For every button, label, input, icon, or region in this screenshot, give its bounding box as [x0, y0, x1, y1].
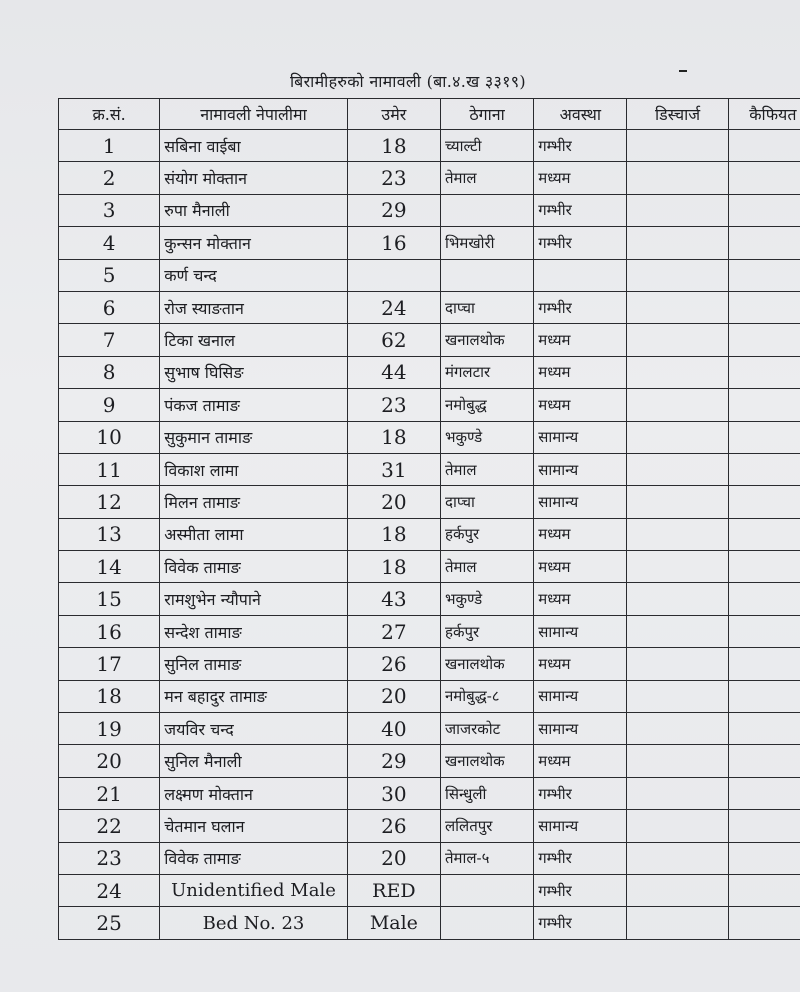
cell-patient-name: सुभाष घिसिङ [160, 356, 347, 388]
cell-address: दाप्चा [440, 291, 533, 323]
cell-serial-number: 13 [59, 518, 160, 550]
cell-serial-number: 12 [59, 486, 160, 518]
cell-serial-number: 10 [59, 421, 160, 453]
cell-age: 29 [347, 194, 440, 226]
cell-discharge [627, 615, 728, 647]
cell-serial-number: 20 [59, 745, 160, 777]
cell-address: च्याल्टी [440, 130, 533, 162]
table-row [59, 291, 800, 323]
cell-address: खनालथोक [440, 648, 533, 680]
cell-serial-number: 22 [59, 810, 160, 842]
cell-patient-name: पंकज तामाङ [160, 389, 347, 421]
cell-condition: सामान्य [534, 421, 627, 453]
table-row [59, 874, 800, 906]
table-row [59, 389, 800, 421]
cell-address: खनालथोक [440, 745, 533, 777]
cell-remarks [728, 518, 800, 550]
cell-discharge [627, 551, 728, 583]
cell-condition: सामान्य [534, 486, 627, 518]
cell-address [440, 874, 533, 906]
cell-patient-name: सुकुमान तामाङ [160, 421, 347, 453]
table-row [59, 583, 800, 615]
cell-age: 43 [347, 583, 440, 615]
cell-patient-name: संयोग मोक्तान [160, 162, 347, 194]
cell-condition: मध्यम [534, 551, 627, 583]
table-row [59, 130, 800, 162]
cell-serial-number: 16 [59, 615, 160, 647]
cell-address: नमोबुद्ध-८ [440, 680, 533, 712]
cell-address: ललितपुर [440, 810, 533, 842]
cell-address: नमोबुद्ध [440, 389, 533, 421]
cell-serial-number: 14 [59, 551, 160, 583]
cell-serial-number: 21 [59, 777, 160, 809]
cell-address: तेमाल-५ [440, 842, 533, 874]
cell-condition: गम्भीर [534, 907, 627, 939]
cell-age: 44 [347, 356, 440, 388]
cell-address: भकुण्डे [440, 583, 533, 615]
table-row [59, 486, 800, 518]
table-row [59, 227, 800, 259]
cell-serial-number: 11 [59, 453, 160, 485]
cell-remarks [728, 486, 800, 518]
table-row [59, 810, 800, 842]
cell-serial-number: 18 [59, 680, 160, 712]
cell-remarks [728, 810, 800, 842]
table-row [59, 713, 800, 745]
cell-serial-number: 3 [59, 194, 160, 226]
cell-serial-number: 23 [59, 842, 160, 874]
cell-patient-name: रामशुभेन न्यौपाने [160, 583, 347, 615]
cell-address: जाजरकोट [440, 713, 533, 745]
cell-address [440, 194, 533, 226]
pen-mark [679, 70, 687, 72]
cell-age: 20 [347, 486, 440, 518]
cell-age: 62 [347, 324, 440, 356]
cell-condition: मध्यम [534, 356, 627, 388]
patient-list-table [58, 98, 800, 940]
cell-condition: मध्यम [534, 583, 627, 615]
table-row [59, 907, 800, 939]
cell-condition: गम्भीर [534, 874, 627, 906]
cell-patient-name: लक्ष्मण मोक्तान [160, 777, 347, 809]
cell-discharge [627, 227, 728, 259]
cell-condition [534, 259, 627, 291]
header-address: ठेगाना [440, 99, 533, 130]
cell-serial-number: 1 [59, 130, 160, 162]
cell-patient-name: रुपा मैनाली [160, 194, 347, 226]
cell-age: 18 [347, 518, 440, 550]
cell-discharge [627, 389, 728, 421]
cell-serial-number: 24 [59, 874, 160, 906]
cell-age: 23 [347, 389, 440, 421]
cell-discharge [627, 583, 728, 615]
cell-discharge [627, 291, 728, 323]
cell-remarks [728, 842, 800, 874]
table-row [59, 259, 800, 291]
cell-condition: सामान्य [534, 453, 627, 485]
cell-patient-name: जयविर चन्द [160, 713, 347, 745]
cell-serial-number: 17 [59, 648, 160, 680]
table-row [59, 194, 800, 226]
cell-patient-name: चेतमान घलान [160, 810, 347, 842]
cell-remarks [728, 421, 800, 453]
cell-address: खनालथोक [440, 324, 533, 356]
cell-discharge [627, 421, 728, 453]
cell-patient-name: कुन्सन मोक्तान [160, 227, 347, 259]
cell-address: भिमखोरी [440, 227, 533, 259]
cell-remarks [728, 713, 800, 745]
cell-discharge [627, 810, 728, 842]
table-row [59, 777, 800, 809]
cell-discharge [627, 130, 728, 162]
cell-discharge [627, 194, 728, 226]
cell-patient-name: विवेक तामाङ [160, 842, 347, 874]
cell-serial-number: 6 [59, 291, 160, 323]
cell-serial-number: 2 [59, 162, 160, 194]
cell-age: 29 [347, 745, 440, 777]
cell-address: दाप्चा [440, 486, 533, 518]
cell-patient-name: विवेक तामाङ [160, 551, 347, 583]
header-condition: अवस्था [534, 99, 627, 130]
cell-patient-name: Unidentified Male [160, 874, 347, 906]
cell-discharge [627, 745, 728, 777]
cell-address: हर्कपुर [440, 615, 533, 647]
table-header-row [59, 99, 800, 130]
header-discharge: डिस्चार्ज [627, 99, 728, 130]
cell-age: 26 [347, 810, 440, 842]
header-remarks: कैफियत [728, 99, 800, 130]
cell-remarks [728, 648, 800, 680]
cell-discharge [627, 842, 728, 874]
cell-discharge [627, 453, 728, 485]
cell-discharge [627, 162, 728, 194]
cell-discharge [627, 486, 728, 518]
cell-discharge [627, 259, 728, 291]
cell-serial-number: 7 [59, 324, 160, 356]
cell-patient-name: मन बहादुर तामाङ [160, 680, 347, 712]
cell-patient-name: सबिना वाईबा [160, 130, 347, 162]
cell-condition: मध्यम [534, 389, 627, 421]
cell-age: 31 [347, 453, 440, 485]
cell-condition: सामान्य [534, 680, 627, 712]
cell-patient-name: मिलन तामाङ [160, 486, 347, 518]
cell-remarks [728, 453, 800, 485]
table-row [59, 615, 800, 647]
cell-remarks [728, 907, 800, 939]
cell-remarks [728, 259, 800, 291]
cell-serial-number: 9 [59, 389, 160, 421]
table-row [59, 551, 800, 583]
cell-patient-name: टिका खनाल [160, 324, 347, 356]
cell-age [347, 259, 440, 291]
cell-remarks [728, 291, 800, 323]
cell-discharge [627, 518, 728, 550]
table-row [59, 680, 800, 712]
table-row [59, 356, 800, 388]
cell-serial-number: 25 [59, 907, 160, 939]
cell-condition: गम्भीर [534, 130, 627, 162]
table-row [59, 745, 800, 777]
cell-discharge [627, 680, 728, 712]
cell-discharge [627, 874, 728, 906]
cell-patient-name: अस्मीता लामा [160, 518, 347, 550]
cell-serial-number: 4 [59, 227, 160, 259]
cell-discharge [627, 713, 728, 745]
cell-condition: गम्भीर [534, 194, 627, 226]
cell-remarks [728, 551, 800, 583]
cell-condition: गम्भीर [534, 777, 627, 809]
cell-address: सिन्धुली [440, 777, 533, 809]
table-row [59, 453, 800, 485]
table-row [59, 162, 800, 194]
cell-age: 20 [347, 680, 440, 712]
cell-condition: मध्यम [534, 162, 627, 194]
cell-condition: मध्यम [534, 648, 627, 680]
cell-patient-name: कर्ण चन्द [160, 259, 347, 291]
cell-age: 20 [347, 842, 440, 874]
cell-remarks [728, 615, 800, 647]
cell-condition: गम्भीर [534, 291, 627, 323]
cell-remarks [728, 874, 800, 906]
cell-discharge [627, 324, 728, 356]
cell-remarks [728, 680, 800, 712]
cell-patient-name: Bed No. 23 [160, 907, 347, 939]
cell-serial-number: 19 [59, 713, 160, 745]
table-row [59, 648, 800, 680]
cell-age: 18 [347, 421, 440, 453]
cell-age: RED [347, 874, 440, 906]
cell-remarks [728, 194, 800, 226]
cell-age: 16 [347, 227, 440, 259]
table-row [59, 324, 800, 356]
cell-address: हर्कपुर [440, 518, 533, 550]
cell-serial-number: 8 [59, 356, 160, 388]
cell-serial-number: 5 [59, 259, 160, 291]
cell-condition: मध्यम [534, 518, 627, 550]
cell-remarks [728, 583, 800, 615]
cell-discharge [627, 356, 728, 388]
cell-condition: मध्यम [534, 324, 627, 356]
cell-patient-name: सन्देश तामाङ [160, 615, 347, 647]
cell-age: 18 [347, 130, 440, 162]
table-row [59, 421, 800, 453]
cell-discharge [627, 648, 728, 680]
header-age: उमेर [347, 99, 440, 130]
cell-remarks [728, 324, 800, 356]
cell-remarks [728, 227, 800, 259]
cell-remarks [728, 389, 800, 421]
cell-patient-name: सुनिल तामाङ [160, 648, 347, 680]
cell-age: 30 [347, 777, 440, 809]
table-row [59, 518, 800, 550]
cell-condition: गम्भीर [534, 842, 627, 874]
table-row [59, 842, 800, 874]
cell-age: 18 [347, 551, 440, 583]
cell-condition: सामान्य [534, 713, 627, 745]
cell-remarks [728, 162, 800, 194]
cell-patient-name: विकाश लामा [160, 453, 347, 485]
cell-address: तेमाल [440, 162, 533, 194]
cell-address: तेमाल [440, 551, 533, 583]
cell-address: मंगलटार [440, 356, 533, 388]
table-body [59, 130, 800, 940]
cell-remarks [728, 356, 800, 388]
cell-condition: मध्यम [534, 745, 627, 777]
cell-condition: सामान्य [534, 810, 627, 842]
cell-address: तेमाल [440, 453, 533, 485]
header-serial-number: क्र.सं. [59, 99, 160, 130]
cell-address [440, 907, 533, 939]
header-name-nepali: नामावली नेपालीमा [160, 99, 347, 130]
cell-discharge [627, 907, 728, 939]
cell-patient-name: सुनिल मैनाली [160, 745, 347, 777]
cell-age: 26 [347, 648, 440, 680]
cell-age: 23 [347, 162, 440, 194]
cell-age: 40 [347, 713, 440, 745]
cell-remarks [728, 777, 800, 809]
cell-age: 27 [347, 615, 440, 647]
document-title: बिरामीहरुको नामावली (बा.४.ख ३३१९) [290, 72, 526, 91]
cell-age: Male [347, 907, 440, 939]
cell-remarks [728, 745, 800, 777]
cell-discharge [627, 777, 728, 809]
cell-condition: सामान्य [534, 615, 627, 647]
cell-remarks [728, 130, 800, 162]
cell-serial-number: 15 [59, 583, 160, 615]
cell-address: भकुण्डे [440, 421, 533, 453]
cell-patient-name: रोज स्याङतान [160, 291, 347, 323]
cell-condition: गम्भीर [534, 227, 627, 259]
cell-address [440, 259, 533, 291]
cell-age: 24 [347, 291, 440, 323]
